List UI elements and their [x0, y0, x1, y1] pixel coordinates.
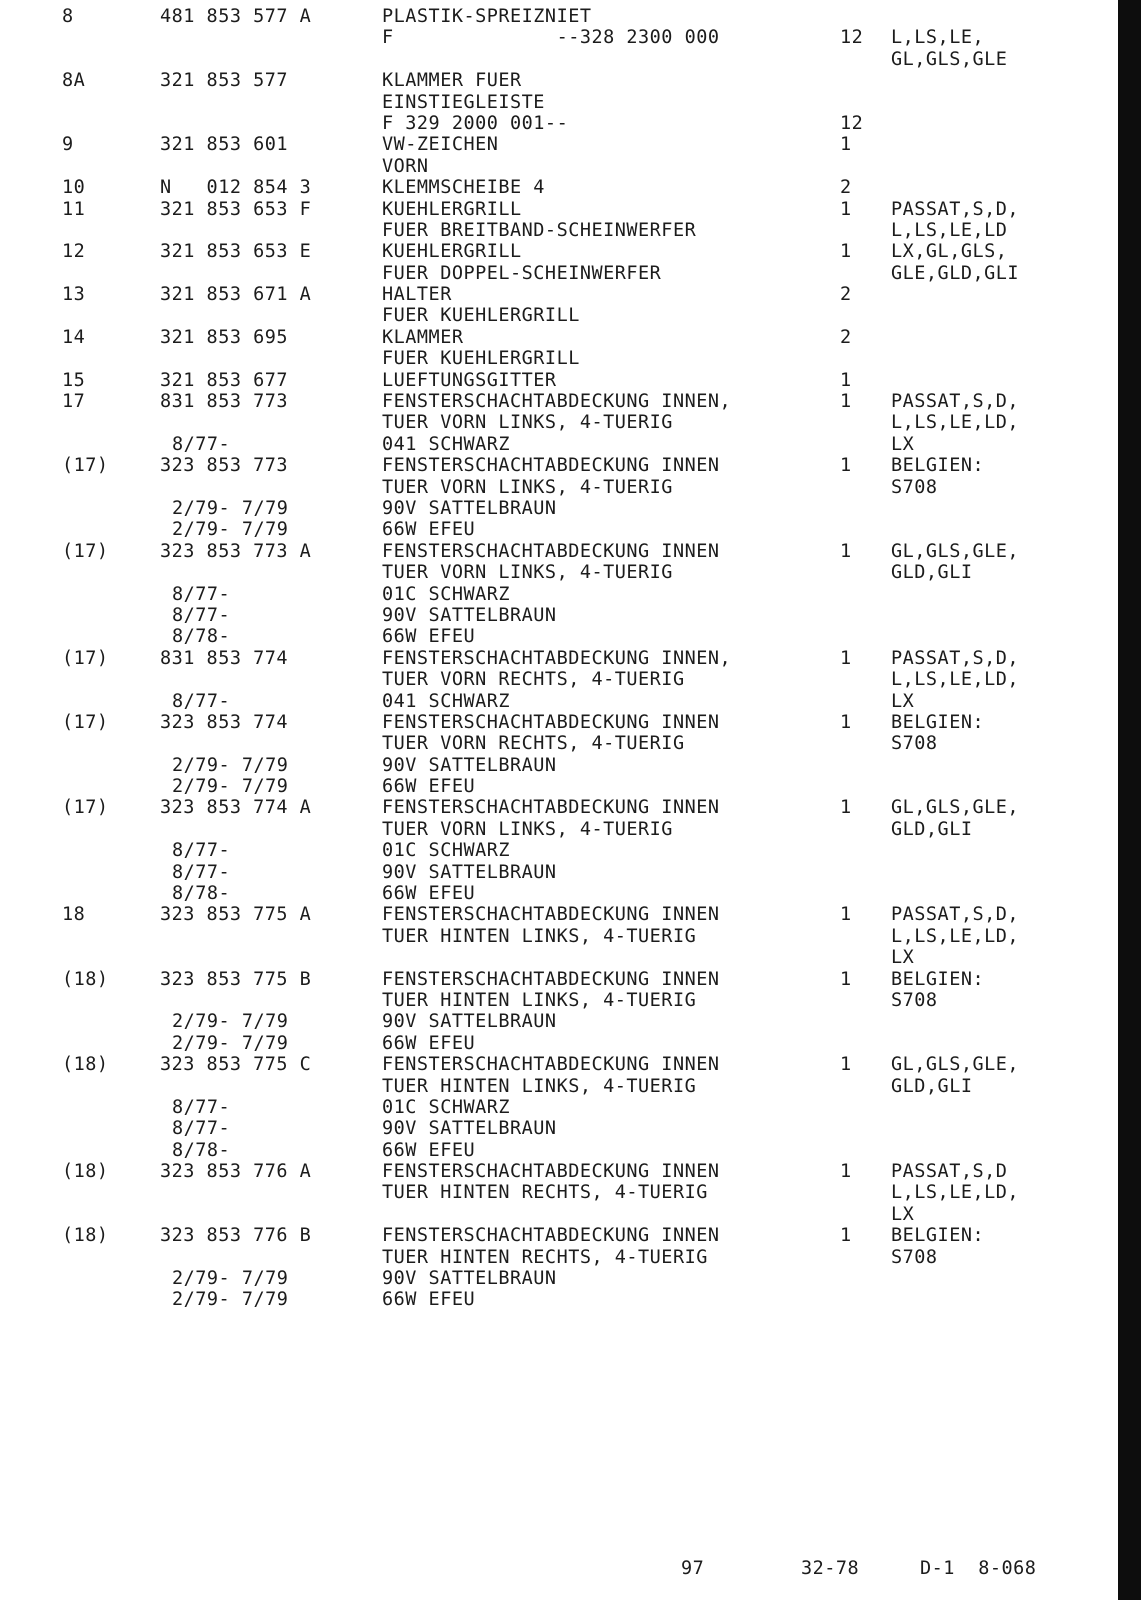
model-applicability: GL,GLS,GLE,: [891, 1054, 1020, 1076]
date-range: 2/79- 7/79: [172, 1268, 289, 1290]
position-number: 10: [62, 177, 86, 199]
table-row: [0, 49, 1118, 70]
table-row: [0, 177, 1118, 198]
date-range: 8/78-: [172, 1139, 231, 1161]
model-applicability: GL,GLS,GLE,: [891, 540, 1020, 562]
quantity: 12: [840, 27, 864, 49]
model-applicability: GLD,GLI: [891, 1075, 973, 1097]
description: KUEHLERGRILL: [382, 241, 522, 263]
description: 66W EFEU: [382, 1139, 476, 1161]
part-number: 323 853 775 C: [160, 1054, 312, 1076]
table-row: [0, 70, 1118, 91]
quantity: 1: [840, 455, 852, 477]
quantity: 2: [840, 177, 852, 199]
table-row: [0, 1204, 1118, 1225]
model-applicability: GL,GLS,GLE,: [891, 797, 1020, 819]
table-row: [0, 755, 1118, 776]
table-row: [0, 498, 1118, 519]
description: TUER HINTEN RECHTS, 4-TUERIG: [382, 1246, 708, 1268]
table-row: [0, 947, 1118, 968]
table-row: [0, 241, 1118, 262]
description: FUER KUEHLERGRILL: [382, 305, 580, 327]
part-number: 323 853 774 A: [160, 797, 312, 819]
model-applicability: L,LS,LE,LD,: [891, 412, 1020, 434]
part-number: 323 853 776 B: [160, 1225, 312, 1247]
part-number: 321 853 695: [160, 326, 289, 348]
parts-table: [0, 6, 1118, 1311]
description: 90V SATTELBRAUN: [382, 1268, 557, 1290]
description: FENSTERSCHACHTABDECKUNG INNEN: [382, 711, 720, 733]
description: FUER DOPPEL-SCHEINWERFER: [382, 262, 662, 284]
table-row: [0, 776, 1118, 797]
description: 66W EFEU: [382, 626, 476, 648]
date-range: 8/77-: [172, 1118, 231, 1140]
table-row: [0, 391, 1118, 412]
table-row: [0, 1247, 1118, 1268]
position-number: (18): [62, 1161, 109, 1183]
description: FUER KUEHLERGRILL: [382, 348, 580, 370]
description: FENSTERSCHACHTABDECKUNG INNEN: [382, 1225, 720, 1247]
page-footer: [0, 1557, 1118, 1581]
date-range: 8/77-: [172, 583, 231, 605]
table-row: [0, 1033, 1118, 1054]
table-row: [0, 412, 1118, 433]
description: TUER VORN RECHTS, 4-TUERIG: [382, 733, 685, 755]
description: 66W EFEU: [382, 519, 476, 541]
scan-edge-bar: [1118, 0, 1141, 1600]
table-row: [0, 562, 1118, 583]
position-number: 12: [62, 241, 86, 263]
model-applicability: BELGIEN:: [891, 968, 985, 990]
model-applicability: PASSAT,S,D,: [891, 647, 1020, 669]
table-row: [0, 1054, 1118, 1075]
table-row: [0, 220, 1118, 241]
date-range: 8/77-: [172, 840, 231, 862]
model-applicability: BELGIEN:: [891, 1225, 985, 1247]
description: TUER HINTEN RECHTS, 4-TUERIG: [382, 1182, 708, 1204]
part-number: N 012 854 3: [160, 177, 312, 199]
model-applicability: S708: [891, 1246, 938, 1268]
model-applicability: GLD,GLI: [891, 818, 973, 840]
quantity: 1: [840, 134, 852, 156]
table-row: [0, 862, 1118, 883]
table-row: [0, 1076, 1118, 1097]
model-applicability: L,LS,LE,LD,: [891, 669, 1020, 691]
description: FENSTERSCHACHTABDECKUNG INNEN: [382, 1054, 720, 1076]
catalog-code: 32-78: [801, 1558, 860, 1579]
quantity: 1: [840, 797, 852, 819]
model-applicability: PASSAT,S,D,: [891, 904, 1020, 926]
part-number: 323 853 775 A: [160, 904, 312, 926]
model-applicability: LX,GL,GLS,: [891, 241, 1008, 263]
table-row: [0, 305, 1118, 326]
table-row: [0, 883, 1118, 904]
description: 90V SATTELBRAUN: [382, 754, 557, 776]
position-number: 9: [62, 134, 74, 156]
quantity: 1: [840, 968, 852, 990]
description: KLAMMER: [382, 326, 464, 348]
description: 66W EFEU: [382, 1032, 476, 1054]
description: TUER VORN LINKS, 4-TUERIG: [382, 818, 673, 840]
quantity: 1: [840, 369, 852, 391]
table-row: [0, 284, 1118, 305]
part-number: 831 853 773: [160, 391, 289, 413]
description: PLASTIK-SPREIZNIET: [382, 6, 592, 27]
quantity: 1: [840, 904, 852, 926]
position-number: 17: [62, 391, 86, 413]
model-applicability: LX: [891, 947, 915, 969]
description: F 329 2000 001--: [382, 112, 569, 134]
table-row: [0, 1011, 1118, 1032]
description: LUEFTUNGSGITTER: [382, 369, 557, 391]
part-number: 321 853 677: [160, 369, 289, 391]
date-range: 2/79- 7/79: [172, 754, 289, 776]
position-number: (17): [62, 455, 109, 477]
part-number: 323 853 773 A: [160, 540, 312, 562]
part-number: 323 853 773: [160, 455, 289, 477]
table-row: [0, 263, 1118, 284]
quantity: 1: [840, 711, 852, 733]
position-number: (17): [62, 647, 109, 669]
description: 90V SATTELBRAUN: [382, 861, 557, 883]
table-row: [0, 434, 1118, 455]
description: VW-ZEICHEN: [382, 134, 499, 156]
part-number: 321 853 577: [160, 70, 289, 92]
table-row: [0, 1268, 1118, 1289]
model-applicability: S708: [891, 733, 938, 755]
model-applicability: GLD,GLI: [891, 562, 973, 584]
table-row: [0, 327, 1118, 348]
description: KLAMMER FUER: [382, 70, 522, 92]
description: HALTER: [382, 284, 452, 306]
description: EINSTIEGLEISTE: [382, 91, 545, 113]
description: FENSTERSCHACHTABDECKUNG INNEN: [382, 455, 720, 477]
table-row: [0, 1225, 1118, 1246]
table-row: [0, 113, 1118, 134]
model-applicability: GL,GLS,GLE: [891, 48, 1008, 70]
table-row: [0, 926, 1118, 947]
model-applicability: S708: [891, 989, 938, 1011]
model-applicability: PASSAT,S,D: [891, 1161, 1008, 1183]
description: TUER VORN LINKS, 4-TUERIG: [382, 562, 673, 584]
table-row: [0, 733, 1118, 754]
date-range: 8/77-: [172, 604, 231, 626]
position-number: (18): [62, 968, 109, 990]
description: FENSTERSCHACHTABDECKUNG INNEN: [382, 1161, 720, 1183]
date-range: 8/78-: [172, 883, 231, 905]
quantity: 1: [840, 241, 852, 263]
part-number: 321 853 671 A: [160, 284, 312, 306]
description: 90V SATTELBRAUN: [382, 497, 557, 519]
description: FENSTERSCHACHTABDECKUNG INNEN: [382, 968, 720, 990]
table-row: [0, 455, 1118, 476]
date-range: 2/79- 7/79: [172, 1032, 289, 1054]
table-row: [0, 669, 1118, 690]
section-code: D-1 8-068: [920, 1558, 1037, 1579]
description: TUER VORN LINKS, 4-TUERIG: [382, 476, 673, 498]
position-number: 13: [62, 284, 86, 306]
table-row: [0, 797, 1118, 818]
position-number: 8A: [62, 70, 86, 92]
table-row: [0, 1289, 1118, 1310]
description: 01C SCHWARZ: [382, 1096, 511, 1118]
page-number: 97: [681, 1558, 705, 1579]
model-applicability: L,LS,LE,: [891, 27, 985, 49]
description: 66W EFEU: [382, 883, 476, 905]
description: KLEMMSCHEIBE 4: [382, 177, 545, 199]
table-row: [0, 584, 1118, 605]
quantity: 1: [840, 1161, 852, 1183]
table-row: [0, 648, 1118, 669]
model-applicability: PASSAT,S,D,: [891, 198, 1020, 220]
table-row: [0, 1182, 1118, 1203]
quantity: 1: [840, 1054, 852, 1076]
position-number: (17): [62, 540, 109, 562]
description: FENSTERSCHACHTABDECKUNG INNEN: [382, 540, 720, 562]
description: 01C SCHWARZ: [382, 840, 511, 862]
date-range: 8/77-: [172, 690, 231, 712]
table-row: [0, 519, 1118, 540]
quantity: 2: [840, 284, 852, 306]
table-row: [0, 1161, 1118, 1182]
table-row: [0, 712, 1118, 733]
model-applicability: PASSAT,S,D,: [891, 391, 1020, 413]
table-row: [0, 990, 1118, 1011]
table-row: [0, 840, 1118, 861]
model-applicability: BELGIEN:: [891, 455, 985, 477]
table-row: [0, 477, 1118, 498]
date-range: 8/77-: [172, 861, 231, 883]
table-row: [0, 27, 1118, 48]
table-row: [0, 819, 1118, 840]
date-range: 2/79- 7/79: [172, 519, 289, 541]
date-range: 8/78-: [172, 626, 231, 648]
description: TUER VORN RECHTS, 4-TUERIG: [382, 669, 685, 691]
description: FENSTERSCHACHTABDECKUNG INNEN: [382, 797, 720, 819]
description: TUER HINTEN LINKS, 4-TUERIG: [382, 1075, 697, 1097]
description: TUER VORN LINKS, 4-TUERIG: [382, 412, 673, 434]
table-row: [0, 1118, 1118, 1139]
description: 90V SATTELBRAUN: [382, 1118, 557, 1140]
position-number: 11: [62, 198, 86, 220]
description: TUER HINTEN LINKS, 4-TUERIG: [382, 989, 697, 1011]
description: VORN: [382, 155, 429, 177]
position-number: 14: [62, 326, 86, 348]
position-number: 8: [62, 6, 74, 27]
table-row: [0, 1140, 1118, 1161]
table-row: [0, 691, 1118, 712]
quantity: 1: [840, 1225, 852, 1247]
table-row: [0, 92, 1118, 113]
description: TUER HINTEN LINKS, 4-TUERIG: [382, 925, 697, 947]
table-row: [0, 969, 1118, 990]
table-row: [0, 605, 1118, 626]
date-range: 2/79- 7/79: [172, 497, 289, 519]
position-number: 18: [62, 904, 86, 926]
position-number: (18): [62, 1054, 109, 1076]
position-number: (18): [62, 1225, 109, 1247]
model-applicability: L,LS,LE,LD: [891, 219, 1008, 241]
quantity: 1: [840, 647, 852, 669]
date-range: 8/77-: [172, 433, 231, 455]
table-row: [0, 156, 1118, 177]
model-applicability: LX: [891, 690, 915, 712]
position-number: 15: [62, 369, 86, 391]
description: FENSTERSCHACHTABDECKUNG INNEN: [382, 904, 720, 926]
quantity: 12: [840, 112, 864, 134]
description: 66W EFEU: [382, 1289, 476, 1311]
description: 041 SCHWARZ: [382, 690, 511, 712]
date-range: 2/79- 7/79: [172, 1011, 289, 1033]
model-applicability: L,LS,LE,LD,: [891, 925, 1020, 947]
model-applicability: GLE,GLD,GLI: [891, 262, 1020, 284]
description: FENSTERSCHACHTABDECKUNG INNEN,: [382, 647, 732, 669]
model-applicability: BELGIEN:: [891, 711, 985, 733]
description: 66W EFEU: [382, 776, 476, 798]
position-number: (17): [62, 797, 109, 819]
part-number: 323 853 774: [160, 711, 289, 733]
part-number: 831 853 774: [160, 647, 289, 669]
part-number: 321 853 653 E: [160, 241, 312, 263]
model-applicability: LX: [891, 1203, 915, 1225]
part-number: 323 853 776 A: [160, 1161, 312, 1183]
description: KUEHLERGRILL: [382, 198, 522, 220]
description: 01C SCHWARZ: [382, 583, 511, 605]
table-row: [0, 626, 1118, 647]
date-range: 8/77-: [172, 1096, 231, 1118]
table-row: [0, 1097, 1118, 1118]
part-number: 323 853 775 B: [160, 968, 312, 990]
quantity: 1: [840, 391, 852, 413]
table-row: [0, 904, 1118, 925]
model-applicability: L,LS,LE,LD,: [891, 1182, 1020, 1204]
part-number: 481 853 577 A: [160, 6, 312, 27]
description: 90V SATTELBRAUN: [382, 604, 557, 626]
table-row: [0, 199, 1118, 220]
model-applicability: S708: [891, 476, 938, 498]
quantity: 1: [840, 540, 852, 562]
date-range: 2/79- 7/79: [172, 776, 289, 798]
table-row: [0, 370, 1118, 391]
part-number: 321 853 601: [160, 134, 289, 156]
description: 90V SATTELBRAUN: [382, 1011, 557, 1033]
quantity: 2: [840, 326, 852, 348]
description: F --328 2300 000: [382, 27, 720, 49]
description: 041 SCHWARZ: [382, 433, 511, 455]
model-applicability: LX: [891, 433, 915, 455]
table-row: [0, 6, 1118, 27]
part-number: 321 853 653 F: [160, 198, 312, 220]
description: FUER BREITBAND-SCHEINWERFER: [382, 219, 697, 241]
table-row: [0, 134, 1118, 155]
description: FENSTERSCHACHTABDECKUNG INNEN,: [382, 391, 732, 413]
quantity: 1: [840, 198, 852, 220]
position-number: (17): [62, 711, 109, 733]
table-row: [0, 348, 1118, 369]
table-row: [0, 541, 1118, 562]
date-range: 2/79- 7/79: [172, 1289, 289, 1311]
